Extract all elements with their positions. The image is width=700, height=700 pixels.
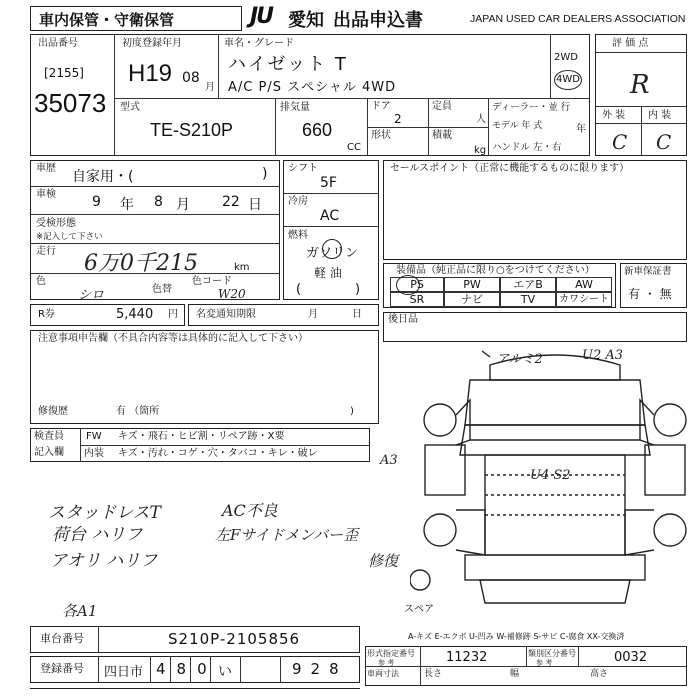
drive-4wd-circle bbox=[554, 70, 582, 90]
type-spec-label: 形式指定番号 bbox=[367, 649, 415, 658]
color-value: シロ bbox=[78, 288, 105, 303]
new-warranty-value: 有 ・ 無 bbox=[628, 287, 672, 301]
plate-class: 480 bbox=[156, 660, 218, 678]
shift-value: 5F bbox=[320, 175, 337, 191]
inspector-label-2: 記入欄 bbox=[34, 447, 64, 458]
model-year-label: モデル 年 式 bbox=[492, 121, 543, 131]
category-ref: 参 考 bbox=[536, 659, 553, 667]
notes-label: 注意事項申告欄（不具合内容等は具体的に記入して下さい） bbox=[38, 333, 308, 344]
inspection-label: 車検 bbox=[36, 189, 56, 200]
note-ac: AC不良 bbox=[222, 501, 278, 520]
recycle-amount: 5,440 bbox=[116, 307, 154, 322]
note-member: 左Fサイドメンバー歪 bbox=[215, 526, 359, 544]
dealer-label: ディーラー・並 行 bbox=[492, 102, 571, 113]
score-value: R bbox=[630, 70, 650, 100]
history-value: 自家用・( bbox=[72, 169, 134, 185]
first-registration-label: 初度登録年月 bbox=[122, 38, 182, 49]
recycle-unit: 円 bbox=[168, 309, 178, 320]
doors-value: 2 bbox=[394, 112, 402, 126]
repair-value: 有 （箇所 bbox=[116, 406, 160, 417]
fuel-label: 燃料 bbox=[288, 230, 308, 241]
name-change-label: 名変通知期限 bbox=[196, 309, 256, 320]
later-items-box bbox=[383, 312, 687, 342]
fuel-diesel: 軽 油 bbox=[314, 266, 342, 280]
note-each: 各A1 bbox=[62, 602, 98, 620]
form-title: 出品申込書 bbox=[333, 10, 423, 31]
drive-2wd: 2WD bbox=[554, 52, 578, 63]
color-change-label: 色替 bbox=[152, 284, 172, 295]
lot-number: 35073 bbox=[34, 88, 107, 118]
displacement-value: 660 bbox=[302, 120, 333, 140]
inspection-month-unit: 月 bbox=[176, 197, 190, 213]
mileage-unit: km bbox=[234, 262, 250, 273]
fuel-gas-circle bbox=[322, 239, 342, 259]
equip-ps-circle bbox=[396, 275, 420, 295]
type-spec-value: 11232 bbox=[446, 650, 488, 665]
capacity-label: 定員 bbox=[432, 101, 452, 112]
equip-aw: AW bbox=[556, 277, 612, 292]
equip-tv: TV bbox=[500, 292, 556, 307]
fuel-paren-open: ( bbox=[296, 282, 302, 297]
fuel-gas: ガソリン bbox=[306, 246, 359, 261]
equipment-label: 装備品（純正品に限り○をつけてください） bbox=[396, 265, 595, 276]
displacement-label: 排気量 bbox=[280, 102, 310, 113]
load-unit: kg bbox=[474, 145, 487, 156]
lot-number-label: 出品番号 bbox=[38, 38, 78, 49]
mileage-label: 走行 bbox=[36, 246, 56, 257]
color-label: 色 bbox=[36, 276, 46, 287]
inspector-int-label: 内装 bbox=[84, 448, 104, 459]
receipt-note: ※記入して下さい bbox=[36, 232, 103, 242]
note-repair: 修復 bbox=[368, 552, 399, 570]
shape-label: 形状 bbox=[371, 130, 391, 141]
plate-label: 登録番号 bbox=[40, 662, 84, 675]
displacement-unit: CC bbox=[347, 142, 361, 153]
type-spec-ref: 参 考 bbox=[378, 659, 395, 667]
bottom-cut-row bbox=[30, 688, 360, 700]
size-height: 高さ bbox=[590, 669, 609, 679]
ac-label: 冷房 bbox=[288, 196, 308, 207]
mileage-value: 6万0千215 bbox=[84, 251, 198, 276]
receipt-label: 受検形態 bbox=[36, 218, 76, 229]
equip-ps: PS bbox=[390, 277, 444, 292]
chassis-value: S210P-2105856 bbox=[168, 630, 301, 648]
repair-close: ) bbox=[350, 406, 354, 417]
history-label: 車歴 bbox=[36, 163, 56, 174]
selling-points-label: セールスポイント（正常に機能するものに限ります） bbox=[390, 163, 630, 174]
repair-label: 修復歴 bbox=[38, 406, 68, 417]
equip-pw: PW bbox=[444, 277, 500, 292]
selling-points-box bbox=[383, 160, 687, 260]
history-block bbox=[30, 160, 280, 300]
category-label: 類別区分番号 bbox=[528, 649, 576, 658]
inspection-year: 9 bbox=[92, 194, 101, 210]
drive-4wd: 4WD bbox=[556, 74, 580, 85]
storage-label-box bbox=[30, 6, 242, 31]
diagram-note-u2a3: U2 A3 bbox=[582, 348, 624, 363]
handle-label: ハンドル 左・右 bbox=[492, 142, 562, 153]
equip-airbag: エアB bbox=[500, 277, 556, 292]
size-label: 車両寸法 bbox=[367, 669, 399, 678]
score-label: 評 価 点 bbox=[612, 38, 649, 49]
score-ext-label: 外 装 bbox=[602, 110, 626, 121]
type-value: TE-S210P bbox=[150, 120, 234, 140]
name-change-month: 月 bbox=[308, 309, 318, 320]
spare-label: スペア bbox=[404, 604, 434, 615]
history-close: ) bbox=[262, 166, 268, 182]
plate-kana: い bbox=[218, 664, 232, 680]
new-warranty-label: 新車保証書 bbox=[624, 266, 672, 277]
ac-value: AC bbox=[320, 208, 340, 224]
fuel-paren-close: ) bbox=[355, 282, 361, 297]
score-ext-value: C bbox=[612, 130, 628, 154]
diagram-note-u4s2: U4 S2 bbox=[530, 468, 571, 483]
org-name: 愛知 bbox=[288, 10, 324, 31]
inspector-fw-label: FW bbox=[86, 431, 102, 442]
inspection-day-unit: 日 bbox=[248, 197, 262, 213]
registration-era-year: H19 bbox=[128, 60, 173, 87]
diagram-note-left-a3: A3 bbox=[380, 453, 398, 468]
color-code-label: 色コード bbox=[192, 276, 232, 287]
capacity-unit: 人 bbox=[476, 114, 486, 125]
doors-label: ドア bbox=[371, 101, 391, 112]
shift-label: シフト bbox=[288, 163, 318, 174]
association-name: JAPAN USED CAR DEALERS ASSOCIATION bbox=[470, 13, 686, 25]
inspector-fw-items: キズ・飛石・ヒビ割・リペア跡・X要 bbox=[118, 431, 285, 442]
plate-city: 四日市 bbox=[104, 665, 144, 680]
note-studless: スタッドレスT bbox=[48, 503, 161, 523]
equip-leather: カワシート bbox=[556, 292, 612, 307]
size-width: 幅 bbox=[510, 669, 520, 679]
inspection-year-unit: 年 bbox=[120, 197, 134, 213]
ju-logo: JU bbox=[250, 4, 273, 29]
equip-sr: SR bbox=[390, 292, 444, 307]
color-code: W20 bbox=[218, 287, 246, 301]
name-change-day: 日 bbox=[352, 309, 362, 320]
score-int-label: 内 装 bbox=[648, 110, 672, 121]
inspection-month: 8 bbox=[154, 194, 163, 210]
note-cargo: 荷台 ハリフ bbox=[52, 525, 143, 545]
chassis-label: 車台番号 bbox=[40, 632, 84, 645]
model-name: ハイゼット T bbox=[228, 54, 348, 75]
inspection-day: 22 bbox=[222, 194, 240, 210]
later-items-label: 後日品 bbox=[388, 314, 418, 325]
plate-number: 928 bbox=[292, 660, 348, 678]
lot-sub-number: [2155] bbox=[44, 66, 84, 80]
model-grade: A/C P/S スペシャル 4WD bbox=[228, 80, 397, 95]
recycle-label: R券 bbox=[38, 309, 55, 320]
inspector-int-items: キズ・汚れ・コゲ・穴・タバコ・キレ・破レ bbox=[118, 448, 318, 459]
model-year-unit: 年 bbox=[576, 124, 586, 135]
inspector-label-1: 検査員 bbox=[34, 431, 64, 442]
type-label: 型式 bbox=[120, 102, 140, 113]
load-label: 積載 bbox=[432, 130, 452, 141]
damage-legend: A-キズ E-エクボ U-凹み W-補修跡 S-サビ C-腐食 XX-交換済 bbox=[408, 632, 625, 641]
model-label: 車名・グレード bbox=[224, 38, 294, 49]
category-value: 0032 bbox=[614, 650, 648, 665]
diagram-note-alumi: アルミ2 bbox=[496, 352, 543, 367]
registration-month-unit: 月 bbox=[205, 82, 215, 93]
storage-label: 車内保管・守衛保管 bbox=[39, 11, 175, 29]
score-int-value: C bbox=[656, 130, 672, 154]
equip-navi: ナビ bbox=[444, 292, 500, 307]
note-aori: アオリ ハリフ bbox=[50, 551, 158, 571]
registration-month: 08 bbox=[182, 70, 200, 86]
size-length: 長さ bbox=[424, 669, 443, 679]
